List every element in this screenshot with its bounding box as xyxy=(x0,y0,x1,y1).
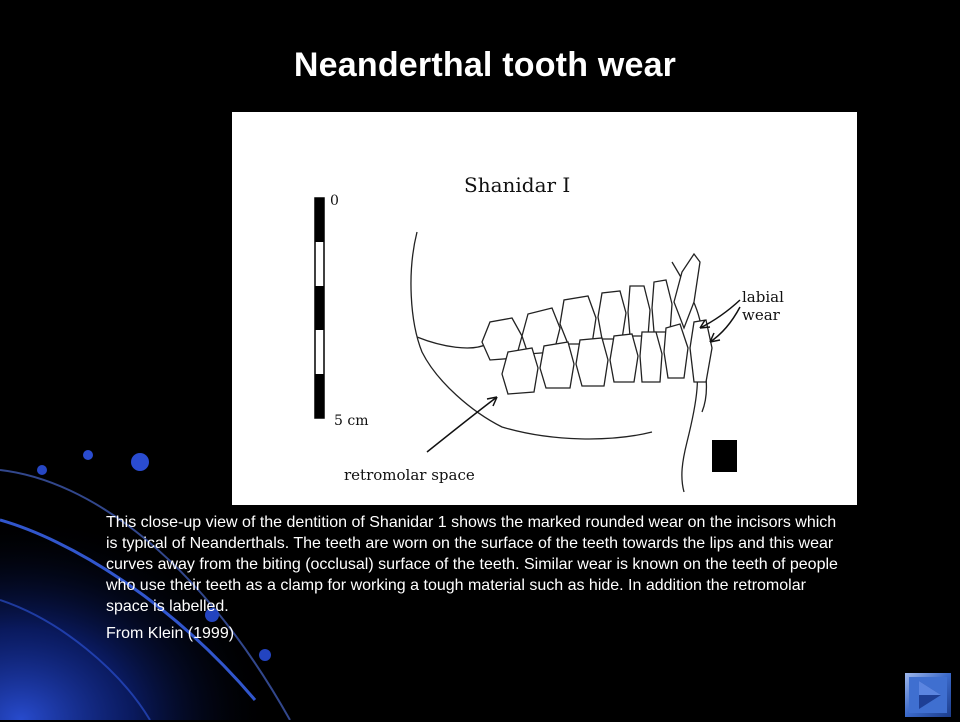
dentition-figure xyxy=(232,112,857,505)
description-text: This close-up view of the dentition of Shanidar 1 shows the marked rounded wear on the incisors which is typical of Neanderthals. The teeth are worn on the surface of the teeth towards the lips and this wear curves away from the biting (occlusal) surface of the teeth. Similar wear is known on the teeth of people who use their teeth as a clamp for working a tough material such as hide. In addition the retromolar space is labelled. xyxy=(106,514,838,615)
dentition-drawing xyxy=(232,112,857,505)
labial-label-1: labial xyxy=(742,288,784,306)
citation-text: From Klein (1999) xyxy=(106,625,235,642)
play-right-icon xyxy=(905,673,951,717)
black-marker xyxy=(712,440,737,472)
description-block xyxy=(106,512,846,644)
scale-bottom-label: 5 cm xyxy=(334,413,369,429)
retromolar-label: retromolar space xyxy=(344,466,475,484)
slide-title: Neanderthal tooth wear xyxy=(293,46,677,84)
figure-heading: Shanidar I xyxy=(464,173,571,197)
retromolar-arrow xyxy=(427,397,497,452)
labial-label-2: wear xyxy=(742,306,780,324)
next-slide-button[interactable] xyxy=(905,673,951,717)
scale-bar xyxy=(315,198,324,418)
scale-top-label: 0 xyxy=(330,193,339,209)
